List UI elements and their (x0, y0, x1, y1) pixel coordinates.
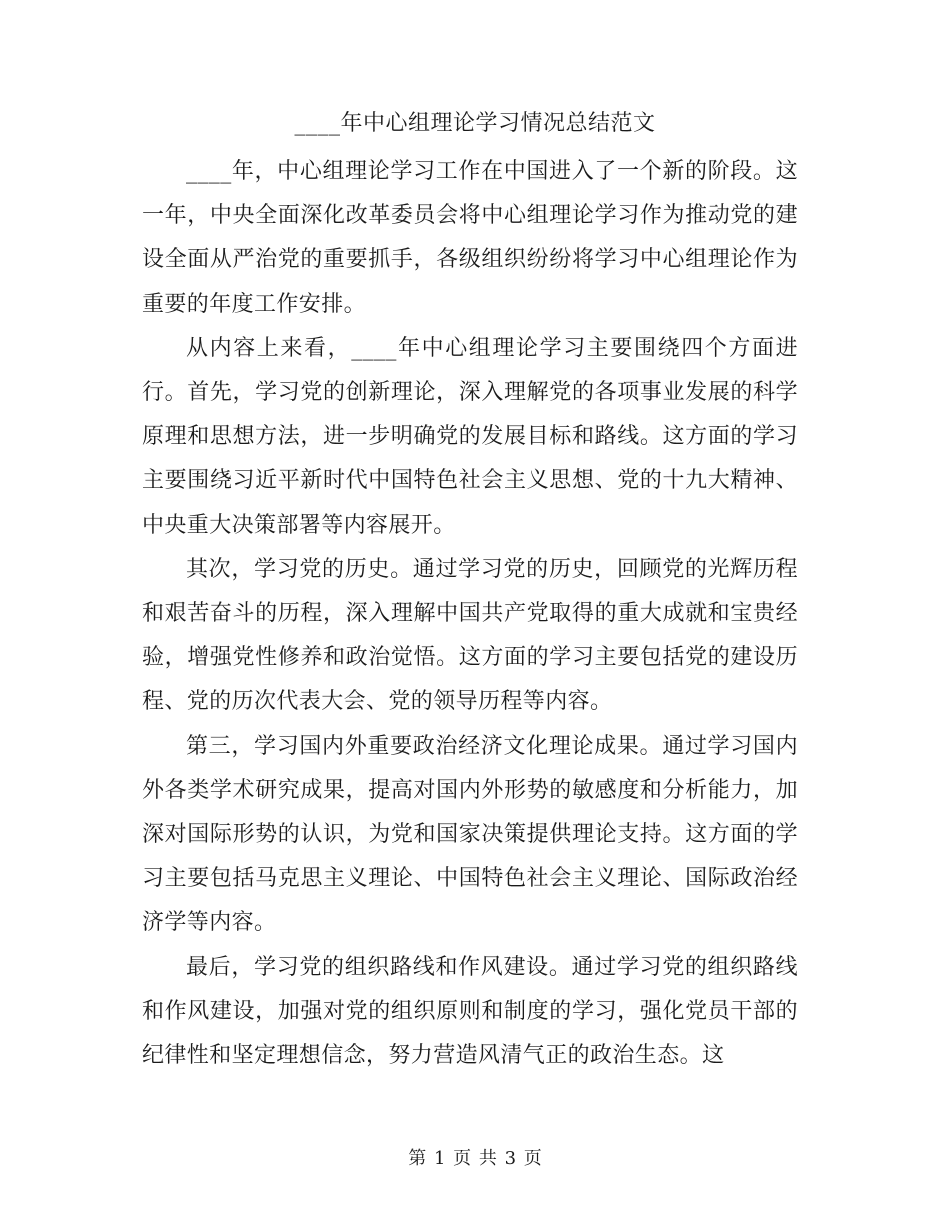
document-body (142, 150, 798, 1078)
paragraph-party-history: 其次，学习党的历史。通过学习党的历史，回顾党的光辉历程和艰苦奋斗的历程，深入理解中国共产党取得的重大成就和宝贵经验，增强党性修养和政治觉悟。这方面的学习主要包括党的建设历程、党的历次代表大会、党的领导历程等内容。 (142, 556, 798, 715)
paragraph-organization-style: 最后，学习党的组织路线和作风建设。通过学习党的组织路线和作风建设，加强对党的组织原则和制度的学习，强化党员干部的纪律性和坚定理想信念，努力营造风清气正的政治生态。这 (142, 954, 798, 1069)
paragraph-intro: ____年，中心组理论学习工作在中国进入了一个新的阶段。这一年，中央全面深化改革委员会将中心组理论学习作为推动党的建设全面从严治党的重要抓手，各级组织纷纷将学习中心组理论作为重要的年度工作安排。 (142, 159, 798, 317)
page-footer: 第 1 页 共 3 页 (408, 1148, 542, 1169)
paragraph-content-overview: 从内容上来看，____年中心组理论学习主要围绕四个方面进行。首先，学习党的创新理论，深入理解党的各项事业发展的科学原理和思想方法，进一步明确党的发展目标和路线。这方面的学习主要围绕习近平新时代中国特色社会主义思想、党的十九大精神、中央重大决策部署等内容展开。 (142, 335, 798, 538)
document-title: ____年中心组理论学习情况总结范文 (294, 111, 656, 136)
paragraph-theory-achievements: 第三，学习国内外重要政治经济文化理论成果。通过学习国内外各类学术研究成果，提高对国内外形势的敏感度和分析能力，加深对国际形势的认识，为党和国家决策提供理论支持。这方面的学习主要包括马克思主义理论、中国特色社会主义理论、国际政治经济学等内容。 (142, 733, 798, 936)
